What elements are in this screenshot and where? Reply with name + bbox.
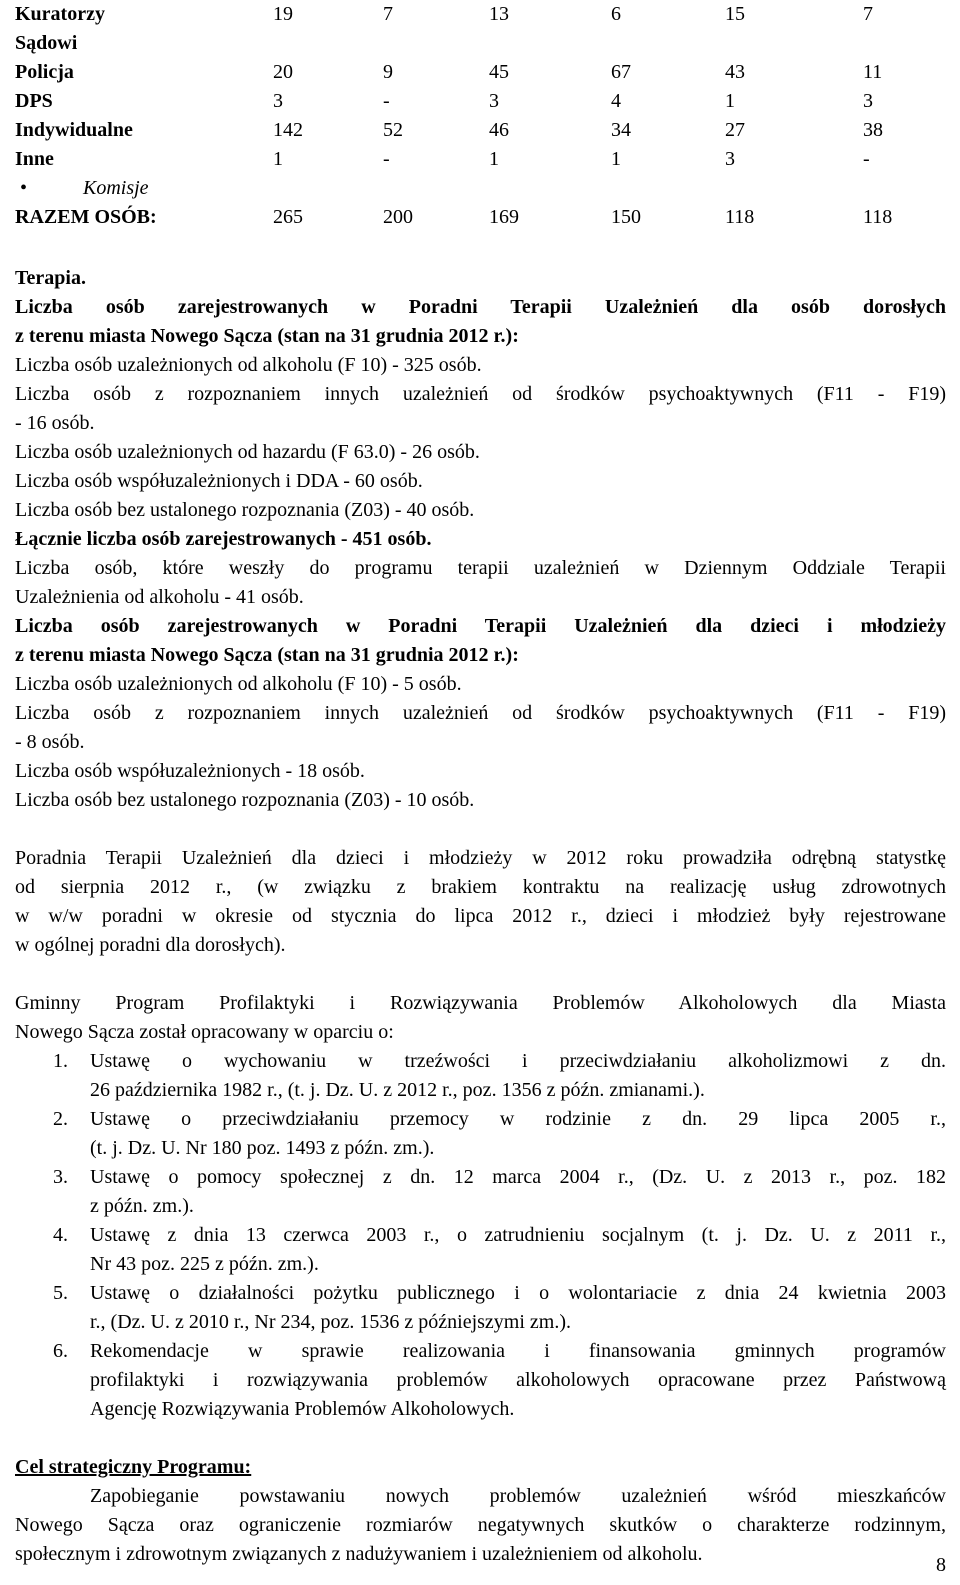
list-text: Ustawę o pomocy społecznej z dn. 12 marca 2004 r., (Dz. U. z 2013 r., poz. 182 (90, 1166, 946, 1188)
table-cell: 3 (725, 148, 735, 170)
row-label: DPS (15, 90, 53, 112)
program-intro-line: Nowego Sącza został opracowany w oparciu o: (15, 1021, 394, 1043)
table-cell: 118 (725, 206, 755, 228)
day-ward-line: Liczba osób, które weszły do programu terapii uzależnień w Dziennym Oddziale Terapii (15, 557, 946, 579)
table-cell: 118 (863, 206, 893, 228)
row-label: Policja (15, 61, 74, 83)
youth-stat-line: Liczba osób uzależnionych od alkoholu (F 10) - 5 osób. (15, 673, 462, 695)
table-cell: 45 (489, 61, 509, 83)
note-line: Poradnia Terapii Uzależnień dla dzieci i młodzieży w 2012 roku prowadziła odrębną statystkę (15, 847, 946, 869)
row-label: Indywidualne (15, 119, 133, 141)
list-number: 1. (53, 1050, 68, 1072)
table-cell: 67 (611, 61, 631, 83)
note-line: w ogólnej poradni dla dorosłych). (15, 934, 286, 956)
table-cell: 1 (725, 90, 735, 112)
list-text: Ustawę z dnia 13 czerwca 2003 r., o zatrudnieniu socjalnym (t. j. Dz. U. z 2011 r., (90, 1224, 946, 1246)
table-cell: 150 (611, 206, 641, 228)
table-cell: 7 (863, 3, 873, 25)
table-cell: 20 (273, 61, 293, 83)
goal-line: społecznym i zdrowotnym związanych z nadużywaniem i uzależnieniem od alkoholu. (15, 1543, 703, 1565)
youth-stat-line: Liczba osób bez ustalonego rozpoznania (Z03) - 10 osób. (15, 789, 475, 811)
table-cell: 13 (489, 3, 509, 25)
list-number: 3. (53, 1166, 68, 1188)
list-text: Nr 43 poz. 225 z późn. zm.). (90, 1253, 319, 1275)
note-line: w w/w poradni w okresie od stycznia do lipca 2012 r., dzieci i młodzież były rejestrowane (15, 905, 946, 927)
table-cell: 43 (725, 61, 745, 83)
list-number: 5. (53, 1282, 68, 1304)
table-row (15, 58, 905, 87)
adult-heading-line: z terenu miasta Nowego Sącza (stan na 31 grudnia 2012 r.): (15, 325, 519, 347)
table-cell: 38 (863, 119, 883, 141)
table-row (15, 174, 905, 203)
note-line: od sierpnia 2012 r., (w związku z brakiem kontraktu na realizację usług zdrowotnych (15, 876, 946, 898)
table-cell: 7 (383, 3, 393, 25)
program-intro-line: Gminny Program Profilaktyki i Rozwiązywania Problemów Alkoholowych dla Miasta (15, 992, 946, 1014)
section-heading: Terapia. (15, 267, 86, 289)
list-text: (t. j. Dz. U. Nr 180 poz. 1493 z późn. zm.). (90, 1137, 435, 1159)
table-cell: 34 (611, 119, 631, 141)
table-row (15, 29, 905, 58)
table-cell: 27 (725, 119, 745, 141)
table-cell: 1 (273, 148, 283, 170)
list-number: 6. (53, 1340, 68, 1362)
table-cell: 3 (273, 90, 283, 112)
table-row (15, 0, 905, 29)
goal-line: Zapobieganie powstawaniu nowych problemów uzależnień wśród mieszkańców (90, 1485, 946, 1507)
adult-stat-line: Liczba osób bez ustalonego rozpoznania (Z03) - 40 osób. (15, 499, 475, 521)
youth-stat-line: Liczba osób z rozpoznaniem innych uzależnień od środków psychoaktywnych (F11 - F19) (15, 702, 946, 724)
table-cell: 142 (273, 119, 303, 141)
bullet-icon: • (20, 177, 28, 199)
table-cell: - (383, 90, 390, 112)
row-label: RAZEM OSÓB: (15, 206, 157, 228)
adult-stat-line: Liczba osób współuzależnionych i DDA - 60 osób. (15, 470, 423, 492)
table-cell: 3 (863, 90, 873, 112)
list-text: Agencję Rozwiązywania Problemów Alkoholowych. (90, 1398, 515, 1420)
row-label: Sądowi (15, 32, 78, 54)
youth-stat-line: Liczba osób współuzależnionych - 18 osób. (15, 760, 365, 782)
table-cell: 52 (383, 119, 403, 141)
youth-heading-line: Liczba osób zarejestrowanych w Poradni Terapii Uzależnień dla dzieci i młodzieży (15, 615, 946, 637)
table-cell: - (863, 148, 870, 170)
table-cell: - (383, 148, 390, 170)
goal-line: Nowego Sącza oraz ograniczenie rozmiarów negatywnych skutków o charakterze rodzinnym, (15, 1514, 946, 1536)
table-cell: 1 (489, 148, 499, 170)
table-cell: 4 (611, 90, 621, 112)
table-cell: 3 (489, 90, 499, 112)
table-cell: 46 (489, 119, 509, 141)
table-row (15, 145, 905, 174)
list-text: profilaktyki i rozwiązywania problemów alkoholowych opracowane przez Państwową (90, 1369, 946, 1391)
table-cell: 200 (383, 206, 413, 228)
youth-heading-line: z terenu miasta Nowego Sącza (stan na 31 grudnia 2012 r.): (15, 644, 519, 666)
table-row (15, 87, 905, 116)
table-cell: 265 (273, 206, 303, 228)
page-number: 8 (936, 1554, 946, 1576)
list-number: 2. (53, 1108, 68, 1130)
list-text: Ustawę o przeciwdziałaniu przemocy w rodzinie z dn. 29 lipca 2005 r., (90, 1108, 946, 1130)
table-row (15, 116, 905, 145)
list-text: r., (Dz. U. z 2010 r., Nr 234, poz. 1536 z późniejszymi zm.). (90, 1311, 572, 1333)
table-cell: 6 (611, 3, 621, 25)
adult-total: Łącznie liczba osób zarejestrowanych - 451 osób. (15, 528, 432, 550)
row-label: Inne (15, 148, 54, 170)
adult-stat-line: Liczba osób uzależnionych od hazardu (F 63.0) - 26 osób. (15, 441, 480, 463)
row-label: Kuratorzy (15, 3, 105, 25)
day-ward-line: Uzależnienia od alkoholu - 41 osób. (15, 586, 304, 608)
adult-stat-line: Liczba osób uzależnionych od alkoholu (F 10) - 325 osób. (15, 354, 482, 376)
youth-stat-line: - 8 osób. (15, 731, 85, 753)
table-cell: 15 (725, 3, 745, 25)
table-row-total (15, 203, 905, 232)
goal-heading (15, 1453, 946, 1482)
statistics-table (15, 0, 905, 232)
adult-stat-line: Liczba osób z rozpoznaniem innych uzależnień od środków psychoaktywnych (F11 - F19) (15, 383, 946, 405)
list-text: z późn. zm.). (90, 1195, 194, 1217)
table-cell: 1 (611, 148, 621, 170)
adult-stat-line: - 16 osób. (15, 412, 95, 434)
adult-heading-line: Liczba osób zarejestrowanych w Poradni Terapii Uzależnień dla osób dorosłych (15, 296, 946, 318)
list-text: Rekomendacje w sprawie realizowania i finansowania gminnych programów (90, 1340, 946, 1362)
table-cell: 11 (863, 61, 883, 83)
table-cell: 9 (383, 61, 393, 83)
table-cell: 19 (273, 3, 293, 25)
list-text: 26 października 1982 r., (t. j. Dz. U. z 2012 r., poz. 1356 z późn. zmianami.). (90, 1079, 705, 1101)
list-text: Ustawę o działalności pożytku publicznego i o wolontariacie z dnia 24 kwietnia 2003 (90, 1282, 946, 1304)
list-text: Ustawę o wychowaniu w trzeźwości i przeciwdziałaniu alkoholizmowi z dn. (90, 1050, 946, 1072)
table-cell: 169 (489, 206, 519, 228)
goal-heading-text: Cel strategiczny Programu: (15, 1456, 252, 1478)
list-number: 4. (53, 1224, 68, 1246)
row-label: Komisje (83, 177, 149, 199)
